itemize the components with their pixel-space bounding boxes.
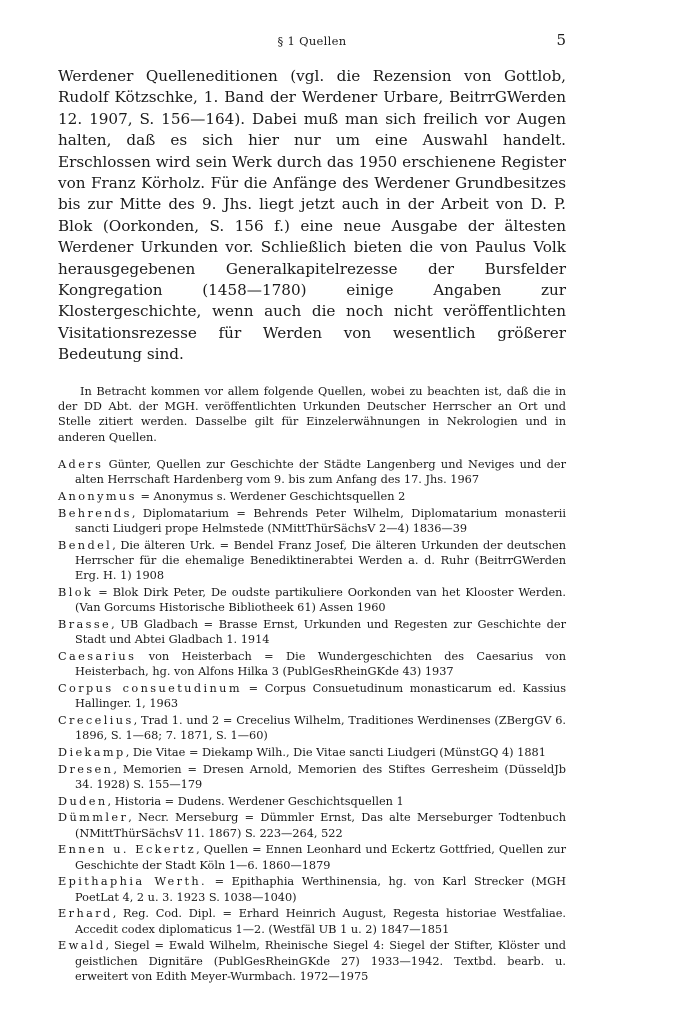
entry-key: Behrends <box>58 506 132 520</box>
entry-text: , UB Gladbach = Brasse Ernst, Urkunden und Regesten zur Geschichte der Stadt und Abtei Gladbach 1. 1914 <box>75 617 566 647</box>
entry-text: von Heisterbach = Die Wundergeschichten des Caesarius von Heisterbach, hg. von Alfons Hilka 3 (PublGesRheinGKde 43) 1937 <box>75 649 566 679</box>
bibliography-entry <box>58 745 566 760</box>
entry-key: Dümmler <box>58 811 129 825</box>
bibliography-entry <box>58 762 566 792</box>
entry-text: , Necr. Merseburg = Dümmler Ernst, Das alte Merseburger Todtenbuch (NMittThürSächsV 11. 1867) S. 223—264, 522 <box>75 811 566 840</box>
entry-text: = Corpus Consuetudinum monasticarum ed. Kassius Hallinger. 1, 1963 <box>75 681 567 711</box>
bibliography-entry <box>58 810 566 840</box>
entry-text: = Epithaphia Werthinensia, hg. von Karl Strecker (MGH PoetLat 4, 2 u. 3. 1923 S. 1038—1040) <box>75 875 566 904</box>
entry-text: = Anonymus s. Werdener Geschichtsquellen 2 <box>136 489 406 503</box>
bibliography-entry <box>58 874 566 904</box>
bibliography-entry <box>58 794 566 809</box>
entry-key: Corpus consuetudinum <box>58 681 242 695</box>
page <box>58 30 566 986</box>
running-head <box>58 30 566 54</box>
bibliography-list <box>58 457 566 984</box>
bibliography-entry <box>58 489 566 504</box>
bibliography-entry <box>58 842 566 872</box>
page-number: 5 <box>556 31 566 49</box>
bibliography-entry <box>58 681 566 711</box>
entry-key: Blok <box>58 585 94 599</box>
entry-key: Caesarius <box>58 649 137 663</box>
entry-key: Ewald <box>58 939 106 953</box>
entry-key: Anonymus <box>58 489 137 503</box>
entry-text: , Historia = Dudens. Werdener Geschichtsquellen 1 <box>107 794 404 808</box>
entry-text: Günter, Quellen zur Geschichte der Städte Langenberg und Neviges und der alten Herrschaft Hardenberg vom 9. bis zum Anfang des 17. Jhs. 1967 <box>75 457 566 487</box>
entry-key: Ennen u. Eckertz <box>58 843 197 857</box>
entry-key: Epithaphia Werth. <box>58 875 208 889</box>
entry-text: , Quellen = Ennen Leonhard und Eckertz Gottfried, Quellen zur Geschichte der Stadt Köln 1—6. 1860—1879 <box>75 843 566 872</box>
bibliography-entry <box>58 538 566 584</box>
bibliography-entry <box>58 713 566 743</box>
bibliography-entry <box>58 457 566 487</box>
entry-key: Brasse <box>58 617 112 631</box>
bibliography-entry <box>58 938 566 984</box>
entry-text: , Trad 1. und 2 = Crecelius Wilhelm, Traditiones Werdinenses (ZBergGV 6. 1896, S. 1—68; 7. 1871, S. 1—60) <box>75 713 566 743</box>
bibliography-entry <box>58 649 566 679</box>
entry-key: Aders <box>58 457 104 471</box>
entry-text: , Reg. Cod. Dipl. = Erhard Heinrich August, Regesta historiae Westfaliae. Accedit codex diplomaticus 1—2. (Westfäl UB 1 u. 2) 1847—1851 <box>75 907 566 936</box>
entry-text: , Die Vitae = Diekamp Wilh., Die Vitae sancti Liudgeri (MünstGQ 4) 1881 <box>125 745 546 759</box>
bibliography-entry <box>58 506 566 536</box>
entry-text: , Diplomatarium = Behrends Peter Wilhelm, Diplomatarium monasterii sancti Liudgeri prope Helmstede (NMittThürSächsV 2—4) 1836—39 <box>75 506 566 535</box>
entry-text: , Die älteren Urk. = Bendel Franz Josef, Die älteren Urkunden der deutschen Herrscher für die ehemalige Benediktinerabtei Werden a. d. Ruhr (BeitrrGWerden Erg. H. 1) 1908 <box>75 538 566 583</box>
entry-text: = Blok Dirk Peter, De oudste partikuliere Oorkonden van het Klooster Werden. (Van Gorcums Historische Bibliotheek 61) Assen 1960 <box>75 585 566 615</box>
running-title: § 1 Quellen <box>277 34 347 48</box>
entry-key: Duden <box>58 794 108 808</box>
entry-key: Crecelius <box>58 713 134 727</box>
bibliography-entry <box>58 585 566 615</box>
bibliography-entry <box>58 617 566 647</box>
entry-text: , Siegel = Ewald Wilhelm, Rheinische Siegel 4: Siegel der Stifter, Klöster und geistlichen Dignitäre (PublGesRheinGKde 27) 1933—1942. Textbd. bearb. u. erweitert von Edith Meyer-Wurmbach. 1972—1975 <box>75 939 566 983</box>
entry-text: , Memorien = Dresen Arnold, Memorien des Stiftes Gerresheim (DüsseldJb 34. 1928) S. 155—179 <box>75 762 566 791</box>
entry-key: Dresen <box>58 762 114 776</box>
bibliography-entry <box>58 906 566 936</box>
entry-key: Diekamp <box>58 745 126 759</box>
entry-key: Bendel <box>58 538 113 552</box>
entry-key: Erhard <box>58 907 113 921</box>
sources-note: In Betracht kommen vor allem folgende Quellen, wobei zu beachten ist, daß die in der DD Abt. der MGH. veröffentlichten Urkunden Deutscher Herrscher an Ort und Stelle zitiert werden. Dasselbe gilt für Einzelerwähnungen in Nekrologien und in anderen Quellen. <box>58 384 566 444</box>
intro-paragraph: Werdener Quelleneditionen (vgl. die Rezension von Gottlob, Rudolf Kötzschke, 1. Band der Werdener Urbare, BeitrrGWerden 12. 1907, S. 156—164). Dabei muß man sich freilich vor Augen halten, daß es sich hier nur um eine Auswahl handelt. Erschlossen wird sein Werk durch das 1950 erschienene Register von Franz Körholz. Für die Anfänge des Werdener Grundbesitzes bis zur Mitte des 9. Jhs. liegt jetzt auch in der Arbeit von D. P. Blok (Oorkonden, S. 156 f.) eine neue Ausgabe der ältesten Werdener Urkunden vor. Schließlich bieten die von Paulus Volk herausgegebenen Generalkapitelrezesse der Bursfelder Kongregation (1458—1780) einige Angaben zur Klostergeschichte, wenn auch die noch nicht veröffentlichten Visitationsrezesse für Werden von wesentlich größerer Bedeutung sind. <box>58 67 566 364</box>
